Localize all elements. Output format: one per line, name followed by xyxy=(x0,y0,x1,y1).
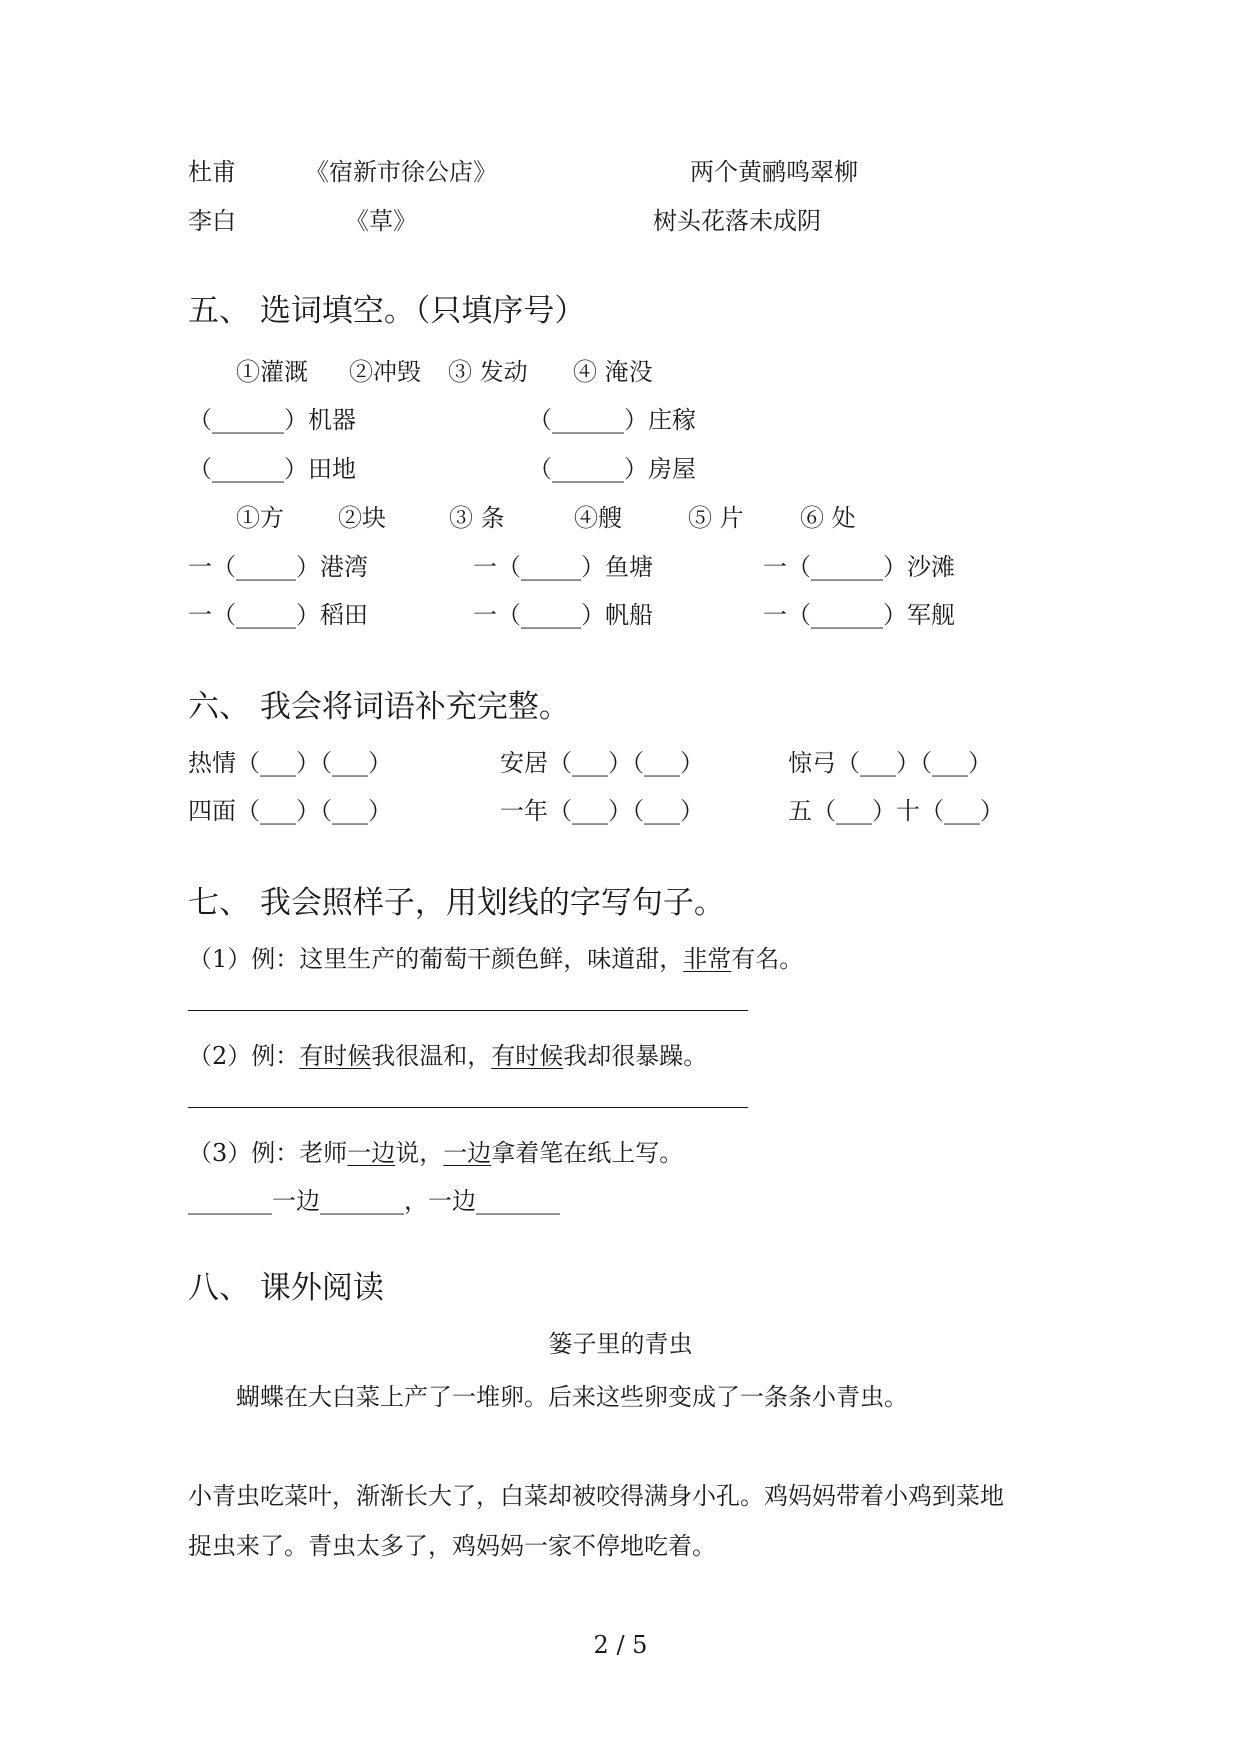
idiom-2[interactable]: 安居（___）（___） xyxy=(500,749,704,777)
answer-line-1[interactable] xyxy=(188,1010,748,1011)
example-1 xyxy=(188,944,803,974)
reading-paragraph-1: 蝴蝶在大白菜上产了一堆卵。后来这些卵变成了一条条小青虫。 xyxy=(236,1383,908,1411)
fill-b-6[interactable]: 一（______）军舰 xyxy=(763,601,955,629)
section-7-heading: 七、 我会照样子，用划线的字写句子。 xyxy=(188,885,725,921)
idiom-4[interactable]: 四面（___）（___） xyxy=(188,797,392,825)
poem-author-1: 杜甫 xyxy=(188,158,236,186)
option-b-4: ④艘 xyxy=(574,504,622,532)
option-b-1: ①方 xyxy=(236,504,284,532)
option-b-3: ③ 条 xyxy=(449,504,505,532)
example-1-post: 有名。 xyxy=(731,945,804,973)
fill-b-5[interactable]: 一（_____）帆船 xyxy=(473,601,653,629)
option-a-4: ④ 淹没 xyxy=(573,358,653,386)
example-3-mid: 说， xyxy=(395,1139,444,1167)
page-number: 2 / 5 xyxy=(593,1631,648,1659)
example-2 xyxy=(188,1041,707,1071)
idiom-1[interactable]: 热情（___）（___） xyxy=(188,749,392,777)
option-a-3: ③ 发动 xyxy=(448,358,528,386)
answer-fill-3[interactable]: _______一边_______，一边_______ xyxy=(188,1187,560,1215)
example-1-pre: （1）例：这里生产的葡萄干颜色鲜，味道甜， xyxy=(188,945,684,973)
fill-b-4[interactable]: 一（_____）稻田 xyxy=(188,601,368,629)
option-b-2: ②块 xyxy=(338,504,386,532)
reading-paragraph-2-line-2: 捉虫来了。青虫太多了，鸡妈妈一家不停地吃着。 xyxy=(188,1532,716,1560)
example-2-post: 我却很暴躁。 xyxy=(563,1042,708,1070)
example-3-underlined-2: 一边 xyxy=(443,1139,492,1167)
example-2-underlined-1: 有时候 xyxy=(299,1042,372,1070)
answer-line-2[interactable] xyxy=(188,1107,748,1108)
poem-author-2: 李白 xyxy=(188,207,236,235)
option-a-1: ①灌溉 xyxy=(236,358,308,386)
idiom-5[interactable]: 一年（___）（___） xyxy=(500,797,704,825)
example-2-mid: 我很温和， xyxy=(371,1042,492,1070)
poem-title-2: 《草》 xyxy=(345,207,417,235)
fill-a-2[interactable]: （______）庄稼 xyxy=(528,406,696,434)
idiom-6[interactable]: 五（___）十（___） xyxy=(788,797,1004,825)
fill-b-2[interactable]: 一（_____）鱼塘 xyxy=(473,553,653,581)
option-b-6: ⑥ 处 xyxy=(800,504,856,532)
option-b-5: ⑤ 片 xyxy=(688,504,744,532)
section-5-heading: 五、 选词填空。（只填序号） xyxy=(188,293,586,329)
option-a-2: ②冲毁 xyxy=(349,358,421,386)
fill-b-1[interactable]: 一（_____）港湾 xyxy=(188,553,368,581)
fill-a-3[interactable]: （______）田地 xyxy=(188,455,356,483)
fill-a-4[interactable]: （______）房屋 xyxy=(528,455,696,483)
example-2-pre: （2）例： xyxy=(188,1042,300,1070)
poem-line-1: 两个黄鹂鸣翠柳 xyxy=(690,158,858,186)
section-8-heading: 八、 课外阅读 xyxy=(188,1270,384,1306)
example-3-underlined-1: 一边 xyxy=(347,1139,396,1167)
example-3 xyxy=(188,1138,683,1168)
reading-title: 篓子里的青虫 xyxy=(548,1330,693,1358)
poem-title-1: 《宿新市徐公店》 xyxy=(305,158,497,186)
example-3-pre: （3）例：老师 xyxy=(188,1139,348,1167)
example-3-post: 拿着笔在纸上写。 xyxy=(491,1139,684,1167)
example-2-underlined-2: 有时候 xyxy=(491,1042,564,1070)
fill-a-1[interactable]: （______）机器 xyxy=(188,406,356,434)
section-6-heading: 六、 我会将词语补充完整。 xyxy=(188,689,570,725)
fill-b-3[interactable]: 一（______）沙滩 xyxy=(763,553,955,581)
example-1-underlined: 非常 xyxy=(683,945,732,973)
poem-line-2: 树头花落未成阴 xyxy=(653,207,821,235)
idiom-3[interactable]: 惊弓（___）（___） xyxy=(788,749,992,777)
reading-paragraph-2-line-1: 小青虫吃菜叶，渐渐长大了，白菜却被咬得满身小孔。鸡妈妈带着小鸡到菜地 xyxy=(188,1482,1004,1510)
